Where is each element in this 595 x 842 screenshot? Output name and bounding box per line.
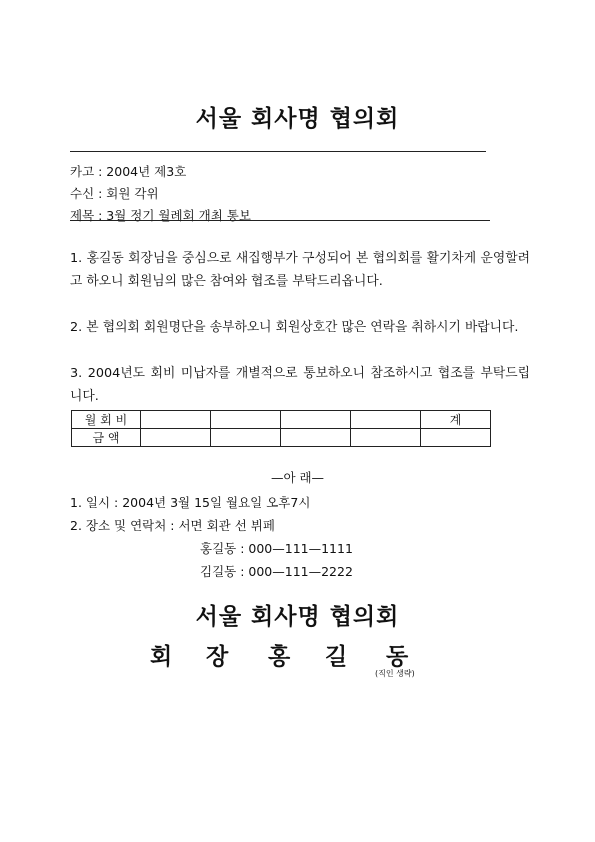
notice-item-datetime: 1. 일시 : 2004년 3월 15일 월요일 오후7시 bbox=[70, 495, 311, 510]
contact-1: 홍길동 : 000—111—1111 bbox=[200, 541, 353, 556]
document-title: 서울 회사명 협의회 bbox=[195, 106, 400, 132]
president-char: 회 bbox=[150, 644, 173, 670]
table-cell bbox=[281, 429, 351, 447]
notice-heading: —아 래— bbox=[270, 470, 325, 485]
table-cell bbox=[351, 429, 421, 447]
table-cell bbox=[141, 429, 211, 447]
paragraph-3: 3. 2004년도 회비 미납자를 개별적으로 통보하오니 참조하시고 협조를 부탁드립니다. bbox=[70, 366, 530, 404]
footer-organization: 서울 회사명 협의회 bbox=[195, 604, 400, 630]
president-char: 동 bbox=[386, 644, 409, 670]
subject: 제목 : 3월 정기 월례회 개최 통보 bbox=[70, 208, 251, 223]
table-cell bbox=[211, 429, 281, 447]
paragraph-2: 2. 본 협의회 회원명단을 송부하오니 회원상호간 많은 연락을 취하시기 바랍니다. bbox=[70, 320, 519, 335]
president-char: 길 bbox=[325, 644, 348, 670]
notice-item-location: 2. 장소 및 연락처 : 서면 회관 선 뷔페 bbox=[70, 518, 275, 533]
seal-omitted-note: (직인 생략) bbox=[375, 669, 415, 678]
table-row bbox=[72, 429, 491, 447]
table-cell bbox=[141, 411, 211, 429]
document-number: 카고 : 2004년 제3호 bbox=[70, 164, 187, 179]
table-cell bbox=[281, 411, 351, 429]
table-cell bbox=[351, 411, 421, 429]
title-divider bbox=[70, 151, 486, 152]
subject-underline bbox=[70, 220, 490, 221]
table-cell-label: 월 회 비 bbox=[72, 411, 141, 429]
president-char: 장 bbox=[206, 644, 229, 670]
table-cell bbox=[421, 429, 491, 447]
membership-fee-table bbox=[71, 410, 491, 447]
paragraph-1: 1. 홍길동 회장님을 중심으로 새집행부가 구성되어 본 협의회를 활기차게 운영할려고 하오니 회원님의 많은 참여와 협조를 부탁드리옵니다. bbox=[70, 251, 530, 289]
table-cell-label: 금 액 bbox=[72, 429, 141, 447]
table-cell bbox=[211, 411, 281, 429]
table-cell-total-header: 계 bbox=[421, 411, 491, 429]
table-row bbox=[72, 411, 491, 429]
president-char: 홍 bbox=[268, 644, 291, 670]
contact-2: 김길동 : 000—111—2222 bbox=[200, 564, 353, 579]
recipient: 수신 : 회원 각위 bbox=[70, 186, 159, 201]
